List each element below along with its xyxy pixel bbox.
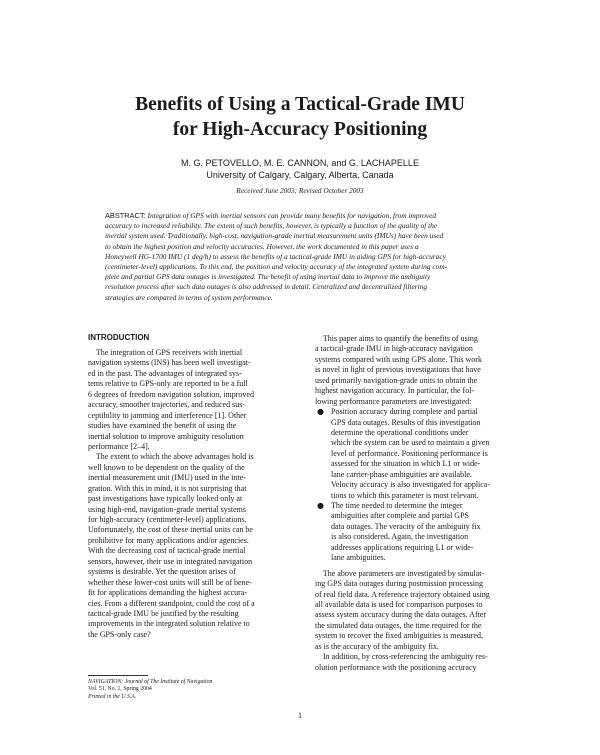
abstract-line: plete and partial GPS data outages is investigated. The benefit of using inertial data to improve the ambiguity bbox=[105, 272, 431, 282]
bullet-text: which the system can be used to maintain a given bbox=[331, 438, 490, 448]
body-text-line: all available data is used for comparison purposes to bbox=[315, 599, 483, 609]
title-line-1: Benefits of Using a Tactical-Grade IMU bbox=[135, 94, 465, 115]
body-text-line: ceptibility to jamming and interference [1]. Other bbox=[88, 410, 247, 420]
left-column bbox=[88, 348, 301, 640]
section-heading-introduction: INTRODUCTION bbox=[88, 333, 150, 342]
body-text-line: of real field data. A reference trajectory obtained using bbox=[315, 589, 490, 599]
author-affiliation: University of Calgary, Calgary, Alberta, Canada bbox=[206, 170, 394, 180]
bullet-line bbox=[315, 501, 528, 511]
bullet-text: tions to which this parameter is most relevant. bbox=[331, 490, 479, 500]
body-text-line: for high-accuracy (centimeter-level) applications. bbox=[88, 515, 247, 524]
bullet-line bbox=[315, 428, 528, 438]
bullet-line bbox=[315, 470, 528, 480]
bullet-icon: ● bbox=[317, 407, 324, 417]
footnote-printed: Printed in the U.S.A. bbox=[88, 693, 137, 700]
body-text-line: sensors, however, their use in integrated navigation bbox=[88, 556, 253, 566]
abstract-label: ABSTRACT: bbox=[105, 211, 146, 220]
bullet-text: determine the operational conditions under bbox=[331, 427, 469, 437]
bullet-line bbox=[315, 543, 528, 553]
body-text-line: The extent to which the above advantages hold is bbox=[88, 452, 254, 462]
bullet-line bbox=[315, 480, 528, 490]
bullet-line bbox=[315, 553, 528, 563]
body-text-line: accuracy, smoother trajectories, and reduced sus- bbox=[88, 400, 245, 410]
right-column bbox=[315, 334, 528, 673]
bullet-line bbox=[315, 511, 528, 521]
body-text-line: tems relative to GPS-only are reported to be a full bbox=[88, 379, 248, 389]
abstract-line: strategies are compared in terms of system performance. bbox=[105, 292, 273, 302]
body-text-line: lowing performance parameters are investigated: bbox=[315, 396, 472, 406]
bullet-line bbox=[315, 438, 528, 448]
paper-title bbox=[0, 92, 600, 142]
title-line-2: for High-Accuracy Positioning bbox=[172, 119, 428, 140]
body-text-line: well known to be dependent on the quality of the bbox=[88, 462, 245, 472]
abstract-line: resolution process after such data outages is also addressed in detail. Centralized and decentralized filtering bbox=[105, 282, 428, 292]
body-text-line: inertial measurement unit (IMU) used in the inte- bbox=[88, 473, 246, 483]
body-text-line: a tactical-grade IMU in high-accuracy navigation bbox=[315, 344, 473, 354]
body-text-line: olution performance with the positioning accuracy bbox=[315, 662, 477, 672]
body-text-line: With the decreasing cost of tactical-grade inertial bbox=[88, 546, 246, 556]
bullet-text: addresses applications requiring L1 or wide- bbox=[331, 542, 474, 552]
body-text-line: 6 degrees of freedom navigation solution, improved bbox=[88, 389, 254, 399]
body-text-line: fit for applications demanding the highest accura- bbox=[88, 588, 248, 598]
body-text-line: improvements in the integrated solution relative to bbox=[88, 619, 250, 629]
body-text-line: the simulated data outages, the time required for the bbox=[315, 620, 482, 630]
bullet-line bbox=[315, 491, 528, 501]
body-text-line: This paper aims to quantify the benefits of using bbox=[315, 334, 478, 343]
body-text-line: The above parameters are investigated by simulat- bbox=[315, 568, 485, 578]
footnote-journal: NAVIGATION: Journal of The Institute of Navigation bbox=[88, 679, 213, 685]
body-text-line: studies have examined the benefit of using the bbox=[88, 421, 237, 431]
body-text-line: performance [2–4]. bbox=[88, 441, 150, 451]
abstract-line: inertial system used. Traditionally, high-cost, navigation-grade inertial measurement units (IMUs) have been used bbox=[105, 231, 444, 241]
bullet-text: ambiguities after complete and partial GPS bbox=[331, 511, 469, 521]
bullet-text: lane ambiguities. bbox=[331, 553, 386, 563]
journal-footnote bbox=[88, 679, 212, 701]
body-text-line: as is the accuracy of the ambiguity fix. bbox=[315, 641, 439, 651]
footnote-volume: Vol. 51, No. 1, Spring 2004 bbox=[88, 686, 152, 693]
body-text-line: past investigations have typically looked only at bbox=[88, 494, 243, 504]
bullet-text: Velocity accuracy is also investigated for applica- bbox=[331, 480, 491, 490]
body-text-line: prohibitive for many applications and/or agencies. bbox=[88, 535, 249, 545]
body-text-line: ing GPS data outages during postmission processing bbox=[315, 579, 483, 589]
body-text-line: The integration of GPS receivers with inertial bbox=[88, 348, 243, 357]
bullet-text: Position accuracy during complete and partial bbox=[331, 407, 478, 417]
body-text-line: Unfortunately, the cost of these inertial units can be bbox=[88, 525, 253, 535]
bullet-line bbox=[315, 532, 528, 542]
bullet-text: level of performance. Positioning performance is bbox=[331, 448, 488, 458]
received-date: Received June 2003; Revised October 2003 bbox=[236, 186, 364, 195]
bullet-text: assessed for the situation in which L1 or wide- bbox=[331, 459, 481, 469]
abstract-line bbox=[105, 211, 503, 221]
abstract bbox=[105, 211, 503, 303]
body-text-line: systems is desirable. Yet the question arises of bbox=[88, 567, 236, 577]
bullet-icon: ● bbox=[317, 501, 324, 510]
body-text-line: navigation systems (INS) has been well investigat- bbox=[88, 358, 251, 368]
bullet-line bbox=[315, 522, 528, 532]
body-text-line: gration. With this in mind, it is not surprising that bbox=[88, 483, 247, 493]
body-text-line: is novel in light of previous investigations that have bbox=[315, 365, 481, 375]
body-text-line: using high-end, navigation-grade inertial systems bbox=[88, 504, 246, 514]
abstract-line: (centimeter-level) applications. To this end, the position and velocity accuracy of the integrated system during com- bbox=[105, 262, 448, 272]
body-text-line: In addition, by cross-referencing the ambiguity res- bbox=[315, 652, 488, 662]
body-text-line: the GPS-only case? bbox=[88, 629, 151, 639]
bullet-line bbox=[315, 449, 528, 459]
abstract-line: accuracy to increased reliability. The extent of such benefits, however, is typically a function of the quality of the bbox=[105, 221, 438, 231]
abstract-text: Integration of GPS with inertial sensors can provide many benefits for navigation, from improved bbox=[147, 211, 437, 220]
body-text-line: tactical-grade IMU be justified by the resulting bbox=[88, 608, 239, 618]
bullet-item bbox=[315, 407, 528, 501]
abstract-line: Honeywell HG-1700 IMU (1 deg/h) to assess the benefits of a tactical-grade IMU in aiding GPS for high-accuracy bbox=[105, 251, 446, 261]
bullet-text: GPS data outages. Results of this investigation bbox=[331, 417, 481, 427]
bullet-line bbox=[315, 459, 528, 469]
body-text-line: ed in the past. The advantages of integrated sys- bbox=[88, 368, 242, 378]
body-text-line: system to recover the fixed ambiguities is measured, bbox=[315, 631, 483, 641]
body-text-line: cies. From a different standpoint, could the cost of a bbox=[88, 598, 255, 608]
bullet-text: data outages. The veracity of the ambiguity fix bbox=[331, 521, 481, 531]
bullet-line bbox=[315, 418, 528, 428]
abstract-line: to obtain the highest position and velocity accuracies. However, the work documented in this paper uses a bbox=[105, 241, 419, 251]
bullet-text: lane carrier-phase ambiguities are available. bbox=[331, 469, 472, 479]
body-text-line: used primarily navigation-grade units to obtain the bbox=[315, 375, 478, 385]
body-text-line: systems compared with using GPS alone. This work bbox=[315, 354, 482, 364]
bullet-line bbox=[315, 407, 528, 417]
body-text-line: inertial solution to improve ambiguity resolution bbox=[88, 431, 244, 441]
bullet-text: The time needed to determine the integer bbox=[331, 501, 463, 510]
footnote-divider bbox=[88, 675, 148, 676]
page-number: 1 bbox=[298, 711, 302, 720]
author-block bbox=[0, 157, 600, 181]
body-text-line: highest navigation accuracy. In particular, the fol- bbox=[315, 386, 475, 396]
bullet-text: is also considered. Again, the investigation bbox=[331, 532, 469, 542]
body-text-line: whether these lower-cost units will still be of bene- bbox=[88, 577, 252, 587]
author-names: M. G. PETOVELLO, M. E. CANNON, and G. LACHAPELLE bbox=[181, 158, 419, 168]
bullet-item bbox=[315, 501, 528, 564]
body-text-line: assess system accuracy during the data outages. After bbox=[315, 610, 487, 620]
